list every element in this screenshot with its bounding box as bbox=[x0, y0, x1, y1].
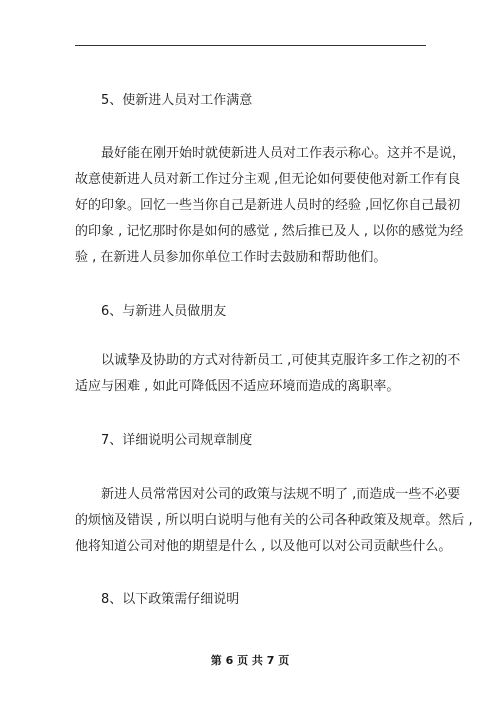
header-rule bbox=[75, 45, 426, 46]
section-heading-5: 5、使新进人员对工作满意 bbox=[101, 93, 253, 108]
paragraph-line: 的烦恼及错误 , 所以明白说明与他有关的公司各种政策及规章。然后 , bbox=[75, 513, 473, 528]
paragraph-line: 他将知道公司对他的期望是什么 , 以及他可以对公司贡献些什么。 bbox=[75, 539, 452, 554]
paragraph-line: 好的印象。回忆一些当你自己是新进人员时的经验 ,回忆你自己最初 bbox=[75, 198, 461, 213]
section-heading-6: 6、与新进人员做朋友 bbox=[101, 304, 227, 319]
paragraph-line: 最好能在刚开始时就使新进人员对工作表示称心。这并不是说， bbox=[101, 146, 466, 161]
paragraph-line: 验 , 在新进人员参加你单位工作时去鼓励和帮助他们。 bbox=[75, 250, 387, 265]
section-heading-7: 7、详细说明公司规章制度 bbox=[101, 433, 253, 448]
section-paragraph-5 bbox=[75, 141, 466, 271]
paragraph-line: 新进人员常常因对公司的政策与法规不明了 ,而造成一些不必要 bbox=[101, 487, 461, 502]
paragraph-line: 适应与困难 , 如此可降低因不适应环境而造成的离职率。 bbox=[75, 379, 400, 394]
section-heading-8: 8、以下政策需仔细说明 bbox=[101, 592, 240, 607]
section-paragraph-6 bbox=[75, 348, 461, 400]
page-footer: 第 6 页 共 7 页 bbox=[210, 654, 290, 667]
paragraph-line: 故意使新进人员对新工作过分主观 ,但无论如何要使他对新工作有良 bbox=[75, 172, 461, 187]
paragraph-line: 以诚挚及协助的方式对待新员工 ,可使其克服许多工作之初的不 bbox=[101, 353, 461, 368]
paragraph-line: 的印象 , 记忆那时你是如何的感觉 , 然后推已及人 , 以你的感觉为经 bbox=[75, 224, 464, 239]
section-paragraph-7 bbox=[75, 482, 473, 560]
